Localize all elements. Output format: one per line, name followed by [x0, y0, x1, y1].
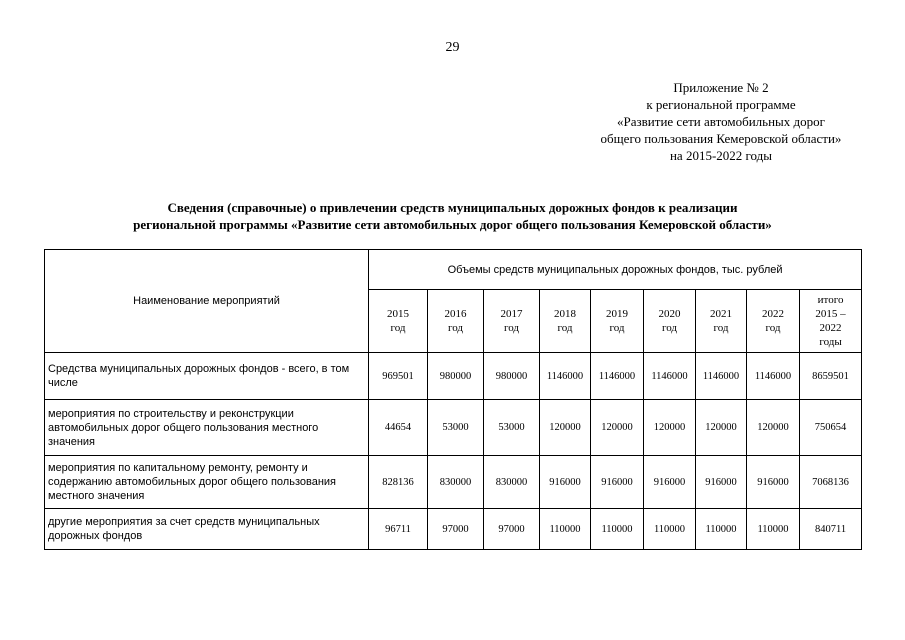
value-cell: 44654: [369, 400, 428, 456]
year-header-unit: год: [609, 322, 625, 334]
year-header: [591, 290, 644, 353]
value-cell: 53000: [428, 400, 484, 456]
total-header-line: 2015 –: [815, 308, 846, 320]
year-header: [428, 290, 484, 353]
value-cell: 1146000: [591, 353, 644, 400]
year-header: [747, 290, 800, 353]
value-cell: 980000: [428, 353, 484, 400]
page-number: 29: [445, 40, 460, 55]
title-line-1: Сведения (справочные) о привлечении средств муниципальных дорожных фондов к реализации: [167, 200, 738, 215]
value-cell: 110000: [644, 509, 696, 550]
year-header-unit: год: [390, 322, 406, 334]
value-cell: 110000: [591, 509, 644, 550]
appendix-line: общего пользования Кемеровской области»: [600, 131, 842, 146]
value-cell: 916000: [591, 456, 644, 509]
total-cell: 7068136: [800, 456, 862, 509]
document-title: [0, 199, 905, 233]
year-header-number: 2020: [658, 308, 681, 320]
value-cell: 120000: [591, 400, 644, 456]
value-cell: 916000: [540, 456, 591, 509]
table-header-row: [45, 250, 862, 290]
value-cell: 830000: [484, 456, 540, 509]
value-cell: 120000: [644, 400, 696, 456]
appendix-line: на 2015-2022 годы: [669, 148, 773, 163]
funding-table: [44, 249, 862, 550]
year-header-unit: год: [503, 322, 520, 334]
value-cell: 830000: [428, 456, 484, 509]
value-cell: 1146000: [747, 353, 800, 400]
value-cell: 97000: [484, 509, 540, 550]
value-cell: 1146000: [696, 353, 747, 400]
value-cell: 96711: [369, 509, 428, 550]
year-header-unit: год: [765, 322, 781, 334]
year-header: [644, 290, 696, 353]
value-cell: 110000: [540, 509, 591, 550]
row-name: Средства муниципальных дорожных фондов - всего, в том числе: [45, 353, 369, 400]
value-cell: 980000: [484, 353, 540, 400]
total-header-line: итого: [817, 294, 844, 306]
year-header-number: 2016: [444, 308, 467, 320]
appendix-block: [566, 79, 876, 164]
year-header-unit: год: [713, 322, 729, 334]
row-name: другие мероприятия за счет средств муниципальных дорожных фондов: [45, 509, 369, 550]
year-header-number: 2019: [606, 308, 628, 320]
year-header-unit: год: [557, 322, 573, 334]
year-header-unit: год: [661, 322, 678, 334]
value-cell: 110000: [696, 509, 747, 550]
value-cell: 1146000: [540, 353, 591, 400]
year-header-number: 2022: [762, 308, 784, 320]
table-row: [45, 509, 862, 550]
table-row: [45, 400, 862, 456]
name-column-header: Наименование мероприятий: [45, 250, 369, 353]
table-row: [45, 456, 862, 509]
value-cell: 53000: [484, 400, 540, 456]
year-header-number: 2021: [710, 308, 732, 320]
total-header: [800, 290, 862, 353]
row-name: мероприятия по строительству и реконструкции автомобильных дорог общего пользования местного значения: [45, 400, 369, 456]
value-cell: 916000: [644, 456, 696, 509]
value-cell: 97000: [428, 509, 484, 550]
value-cell: 969501: [369, 353, 428, 400]
volume-group-header: Объемы средств муниципальных дорожных фондов, тыс. рублей: [369, 250, 862, 290]
value-cell: 1146000: [644, 353, 696, 400]
value-cell: 120000: [747, 400, 800, 456]
year-header-unit: год: [447, 322, 464, 334]
value-cell: 110000: [747, 509, 800, 550]
value-cell: 916000: [747, 456, 800, 509]
appendix-line: к региональной программе: [646, 97, 796, 112]
year-header-number: 2018: [554, 308, 576, 320]
table-row: [45, 353, 862, 400]
value-cell: 828136: [369, 456, 428, 509]
appendix-line: «Развитие сети автомобильных дорог: [617, 114, 825, 129]
year-header: [484, 290, 540, 353]
row-name: мероприятия по капитальному ремонту, ремонту и содержанию автомобильных дорог общего пользования местного значения: [45, 456, 369, 509]
total-header-line: 2022: [819, 322, 842, 334]
year-header: [369, 290, 428, 353]
title-line-2: региональной программы «Развитие сети автомобильных дорог общего пользования Кемеровской области»: [133, 217, 772, 232]
total-cell: 750654: [800, 400, 862, 456]
year-header: [540, 290, 591, 353]
total-cell: 840711: [800, 509, 862, 550]
year-header-number: 2017: [500, 308, 523, 320]
year-header-number: 2015: [387, 308, 409, 320]
total-cell: 8659501: [800, 353, 862, 400]
value-cell: 120000: [540, 400, 591, 456]
appendix-line: Приложение № 2: [673, 80, 769, 95]
value-cell: 916000: [696, 456, 747, 509]
value-cell: 120000: [696, 400, 747, 456]
total-header-line: годы: [819, 336, 842, 348]
year-header: [696, 290, 747, 353]
